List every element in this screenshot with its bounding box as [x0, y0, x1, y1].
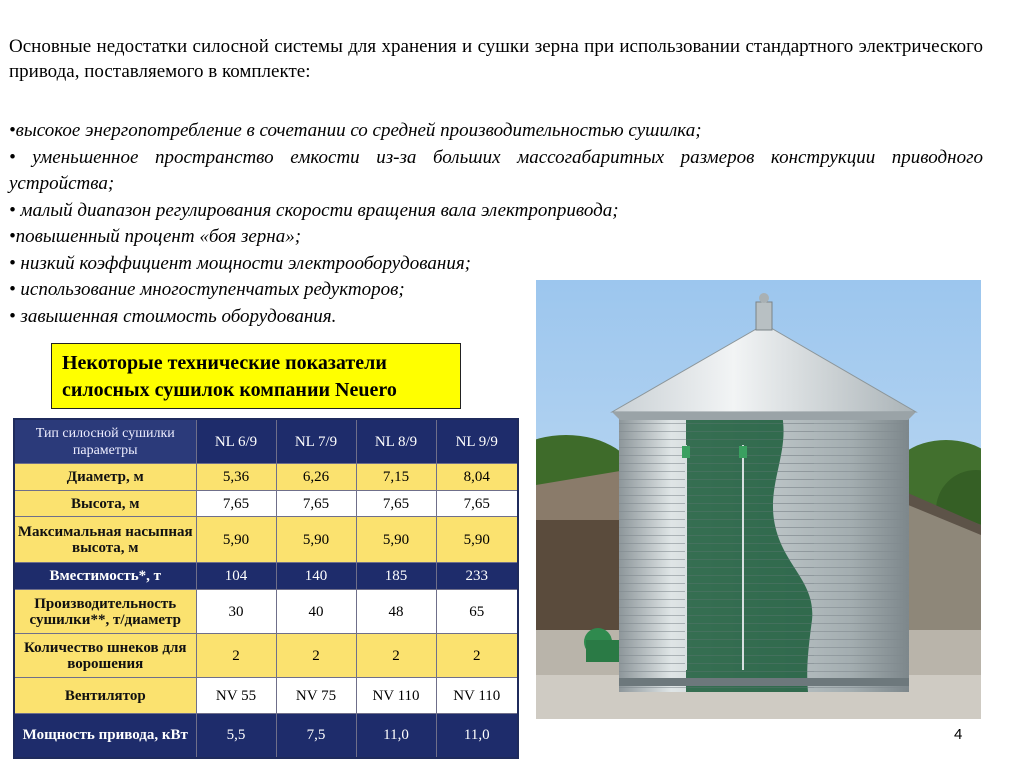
table-cell: 7,15: [356, 464, 436, 491]
table-cell: 11,0: [356, 714, 436, 758]
intro-text: Основные недостатки силосной системы для хранения и сушки зерна при использовании стандартного электрического привода, поставляемого в комплекте:: [9, 36, 983, 82]
list-item: •высокое энергопотребление в сочетании со средней производительностью сушилка;: [9, 120, 702, 141]
list-item: • уменьшенное пространство емкости из-за больших массогабаритных размеров конструкции приводного устройства;: [9, 146, 983, 194]
table-cell: 2: [356, 634, 436, 678]
header-cell-model: NL 8/9: [356, 419, 436, 464]
table-row: [14, 517, 518, 563]
header-cell-parameter: Тип силосной сушилки параметры: [14, 419, 196, 464]
table-caption: [51, 343, 461, 409]
auger-drive: [739, 446, 747, 458]
table-cell: 2: [276, 634, 356, 678]
table-cell: 65: [436, 590, 518, 634]
row-label: Вместимость*, т: [14, 563, 196, 590]
list-item: • использование многоступенчатых редукторов;: [9, 279, 405, 300]
table-row: [14, 491, 518, 517]
table-cell: NV 75: [276, 678, 356, 714]
list-item: • малый диапазон регулирования скорости вращения вала электропривода;: [9, 199, 619, 221]
table-cell: 30: [196, 590, 276, 634]
row-label: Максимальная насыпная высота, м: [14, 517, 196, 563]
silo-illustration: [536, 280, 981, 719]
row-label: Высота, м: [14, 491, 196, 517]
table-cell: 2: [436, 634, 518, 678]
table-cell: 185: [356, 563, 436, 590]
table-row: [14, 563, 518, 590]
table-cell: 2: [196, 634, 276, 678]
table-cell: NV 55: [196, 678, 276, 714]
table-cell: 104: [196, 563, 276, 590]
header-cell-model: NL 9/9: [436, 419, 518, 464]
table-cell: 48: [356, 590, 436, 634]
row-label: Вентилятор: [14, 678, 196, 714]
row-label: Производительность сушилки**, т/диаметр: [14, 590, 196, 634]
table-cell: 140: [276, 563, 356, 590]
roof-vent: [756, 302, 772, 330]
table-cell: 8,04: [436, 464, 518, 491]
table-cell: 11,0: [436, 714, 518, 758]
table-cell: NV 110: [356, 678, 436, 714]
table-cell: 7,65: [436, 491, 518, 517]
table-cell: NV 110: [436, 678, 518, 714]
header-cell-model: NL 6/9: [196, 419, 276, 464]
row-label: Количество шнеков для ворошения: [14, 634, 196, 678]
table-cell: 5,90: [436, 517, 518, 563]
specs-table: [13, 418, 519, 759]
grain-silo-photo: [536, 280, 981, 719]
table-row: [14, 590, 518, 634]
grain-ribs: [686, 410, 814, 692]
table-cell: 7,65: [356, 491, 436, 517]
barn-opening: [536, 520, 626, 630]
table-cell: 5,5: [196, 714, 276, 758]
page-number: 4: [954, 726, 963, 743]
silo-base-rail: [619, 678, 909, 686]
roof-edge: [612, 412, 916, 420]
table-row: [14, 714, 518, 758]
list-item: • низкий коэффициент мощности электрооборудования;: [9, 252, 471, 274]
vent-cap: [759, 293, 769, 303]
table-cell: 7,65: [276, 491, 356, 517]
table-cell: 233: [436, 563, 518, 590]
table-cell: 5,90: [356, 517, 436, 563]
table-cell: 5,90: [276, 517, 356, 563]
caption-line: силосных сушилок компании Neuero: [62, 379, 397, 401]
table-cell: 6,26: [276, 464, 356, 491]
table-cell: 7,5: [276, 714, 356, 758]
table-cell: 5,36: [196, 464, 276, 491]
table-row: [14, 464, 518, 491]
auger-drive: [682, 446, 690, 458]
table-cell: 7,65: [196, 491, 276, 517]
row-label: Диаметр, м: [14, 464, 196, 491]
table-cell: 5,90: [196, 517, 276, 563]
list-item: •повышенный процент «боя зерна»;: [9, 226, 302, 247]
table-row: [14, 678, 518, 714]
caption-line: Некоторые технические показатели: [62, 352, 387, 374]
header-cell-model: NL 7/9: [276, 419, 356, 464]
row-label: Мощность привода, кВт: [14, 714, 196, 758]
table-row: [14, 634, 518, 678]
list-item: • завышенная стоимость оборудования.: [9, 305, 337, 327]
table-cell: 40: [276, 590, 356, 634]
